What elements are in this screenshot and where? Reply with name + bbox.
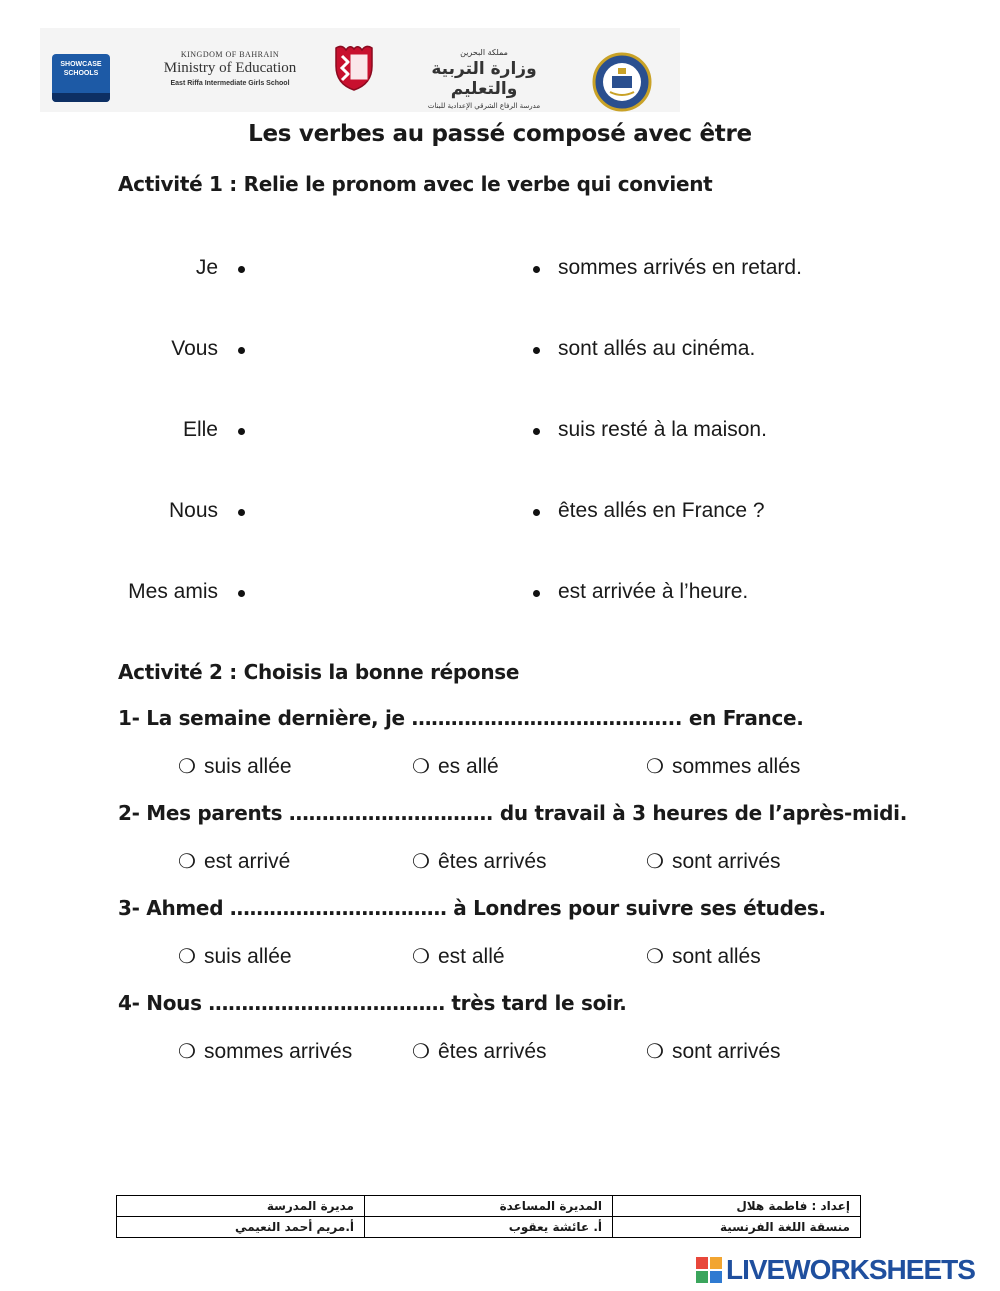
match-dot-left[interactable]	[238, 347, 245, 354]
match-dot-right[interactable]	[533, 590, 540, 597]
school-name-text: East Riffa Intermediate Girls School	[170, 80, 290, 87]
match-dot-left[interactable]	[238, 590, 245, 597]
pronoun-je: Je	[195, 256, 218, 279]
page-title: Les verbes au passé composé avec être	[248, 121, 752, 147]
answer-option[interactable]	[178, 944, 292, 969]
answer-option[interactable]	[646, 849, 781, 874]
verb-phrase: sont allés au cinéma.	[558, 337, 756, 360]
pronoun-elle: Elle	[182, 418, 218, 441]
ministry-kingdom-text: KINGDOM OF BAHRAIN	[180, 50, 280, 59]
option-label: êtes arrivés	[438, 850, 547, 873]
radio-icon: ❍	[178, 851, 196, 873]
table-cell: إعداد : فاطمة هلال	[613, 1196, 861, 1217]
question-2: 2- Mes parents …………………………. du travail à 3 heures de l’après-midi.	[118, 801, 908, 825]
school-header	[40, 28, 680, 112]
radio-icon: ❍	[178, 1041, 196, 1063]
option-label: es allé	[438, 755, 499, 778]
radio-icon: ❍	[646, 851, 664, 873]
option-label: sommes arrivés	[204, 1040, 353, 1063]
table-row	[117, 1217, 861, 1238]
option-label: suis allée	[204, 945, 292, 968]
showcase-schools-logo	[52, 54, 110, 102]
arabic-school-text: مدرسة الرفاع الشرقي الإعدادية للبنات	[427, 102, 541, 110]
answer-option[interactable]	[178, 849, 290, 874]
option-label: êtes arrivés	[438, 1040, 547, 1063]
answer-option[interactable]	[646, 944, 761, 969]
match-dot-right[interactable]	[533, 266, 540, 273]
arabic-ministry-text: وزارة التربية والتعليم	[431, 59, 537, 99]
table-cell: منسقة اللغة الفرنسية	[613, 1217, 861, 1238]
verb-phrase: suis resté à la maison.	[558, 418, 767, 441]
ministry-of-education-logo	[140, 50, 320, 87]
question-1: 1- La semaine dernière, je ………………………………….. en France.	[118, 706, 804, 730]
option-label: est allé	[438, 945, 505, 968]
match-dot-right[interactable]	[533, 347, 540, 354]
verb-phrase: est arrivée à l’heure.	[558, 580, 749, 603]
answer-option[interactable]	[412, 754, 499, 779]
arabic-kingdom-text: مملكة البحرين	[460, 48, 508, 57]
match-dot-right[interactable]	[533, 428, 540, 435]
arabic-ministry-logo	[398, 48, 570, 110]
match-dot-left[interactable]	[238, 428, 245, 435]
option-label: sommes allés	[672, 755, 801, 778]
radio-icon: ❍	[412, 756, 430, 778]
liveworksheets-logo-icon	[696, 1257, 722, 1283]
school-seal-icon	[592, 52, 652, 112]
option-label: sont arrivés	[672, 1040, 781, 1063]
answer-option[interactable]	[412, 944, 505, 969]
option-label: sont arrivés	[672, 850, 781, 873]
answer-option[interactable]	[646, 754, 800, 779]
verb-phrase: sommes arrivés en retard.	[558, 256, 802, 279]
table-cell: المديرة المساعدة	[365, 1196, 613, 1217]
option-label: sont allés	[672, 945, 761, 968]
answer-option[interactable]	[412, 849, 547, 874]
pronoun-nous: Nous	[168, 499, 218, 522]
radio-icon: ❍	[178, 946, 196, 968]
pronoun-mes-amis: Mes amis	[128, 580, 218, 603]
option-label: suis allée	[204, 755, 292, 778]
answer-option[interactable]	[178, 754, 292, 779]
table-cell: أ. عائشة يعقوب	[365, 1217, 613, 1238]
table-cell: أ.مريم أحمد النعيمي	[117, 1217, 365, 1238]
pronoun-vous: Vous	[171, 337, 218, 360]
ministry-name-text: Ministry of Education	[163, 60, 297, 76]
liveworksheets-watermark	[696, 1255, 975, 1285]
radio-icon: ❍	[178, 756, 196, 778]
signature-table	[116, 1195, 861, 1238]
verb-phrase: êtes allés en France ?	[558, 499, 765, 522]
match-dot-left[interactable]	[238, 266, 245, 273]
radio-icon: ❍	[646, 1041, 664, 1063]
answer-option[interactable]	[646, 1039, 781, 1064]
activity-1-title: Activité 1 : Relie le pronom avec le verbe qui convient	[118, 172, 713, 196]
answer-option[interactable]	[178, 1039, 352, 1064]
option-label: est arrivé	[204, 850, 291, 873]
table-row	[117, 1196, 861, 1217]
radio-icon: ❍	[412, 851, 430, 873]
radio-icon: ❍	[412, 1041, 430, 1063]
watermark-text: LIVEWORKSHEETS	[726, 1254, 975, 1285]
match-dot-right[interactable]	[533, 509, 540, 516]
radio-icon: ❍	[646, 756, 664, 778]
bahrain-emblem-icon	[332, 44, 376, 92]
radio-icon: ❍	[646, 946, 664, 968]
question-3: 3- Ahmed …………………………… à Londres pour suivre ses études.	[118, 896, 826, 920]
table-cell: مديرة المدرسة	[117, 1196, 365, 1217]
match-dot-left[interactable]	[238, 509, 245, 516]
showcase-logo-text: SHOWCASE SCHOOLS	[60, 61, 102, 77]
answer-option[interactable]	[412, 1039, 547, 1064]
activity-2-title: Activité 2 : Choisis la bonne réponse	[118, 660, 520, 684]
radio-icon: ❍	[412, 946, 430, 968]
question-4: 4- Nous ……………………………… très tard le soir.	[118, 991, 627, 1015]
